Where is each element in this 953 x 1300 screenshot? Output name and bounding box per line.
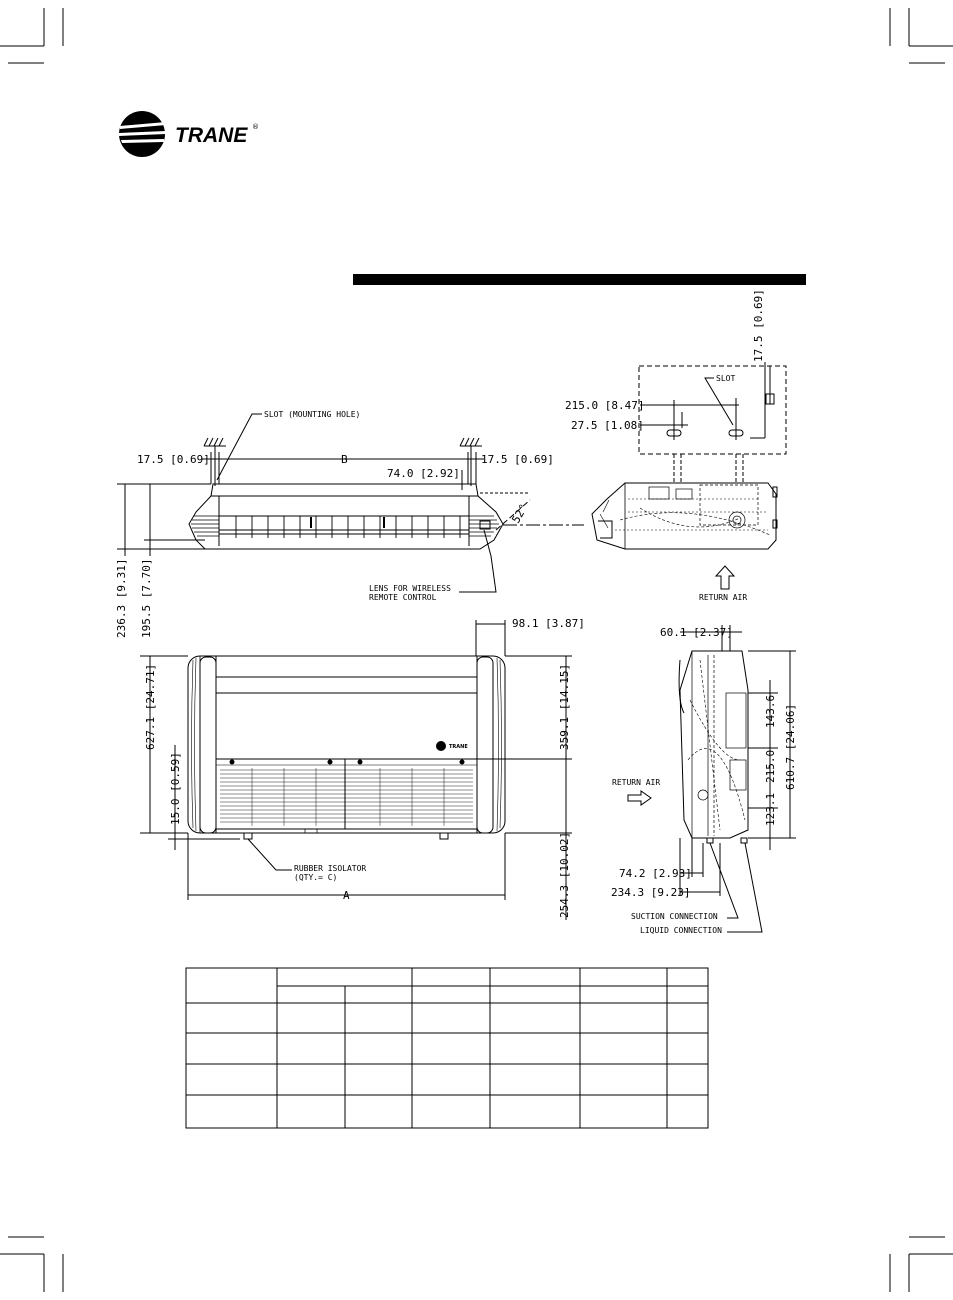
dim-15: 15.0 [0.59] — [169, 752, 182, 825]
plan-view — [140, 617, 585, 920]
dim-234: 234.3 [9.23] — [611, 886, 691, 899]
dim-98: 98.1 [3.87] — [512, 617, 585, 630]
dim-a: A — [343, 889, 350, 902]
return-air-top: RETURN AIR — [699, 593, 748, 602]
height-total: 236.3 [9.31] — [115, 558, 128, 638]
brand-mark: ® — [252, 123, 259, 131]
dim-254: 254.3 [10.02] — [558, 831, 571, 918]
dim-left: 17.5 [0.69] — [137, 453, 210, 466]
dim-27: 27.5 [1.08] — [571, 419, 644, 432]
dim-right: 17.5 [0.69] — [481, 453, 554, 466]
brand-name: TRANE — [175, 124, 248, 147]
spec-table — [186, 968, 708, 1128]
dim-215-top: 215.0 [8.47] — [565, 399, 645, 412]
dim-123: 123.1 — [764, 792, 777, 826]
dim-b: B — [341, 453, 348, 466]
rubber-label-2: (QTY.= C) — [294, 873, 338, 882]
side-view-top — [565, 289, 786, 602]
dim-610: 610.7 [24.06] — [784, 703, 797, 790]
liquid-label: LIQUID CONNECTION — [640, 926, 722, 935]
dim-60: 60.1 [2.37] — [660, 626, 733, 639]
title-bar — [353, 274, 806, 285]
height-body: 195.5 [7.70] — [140, 558, 153, 638]
dim-74: 74.0 [2.92] — [387, 467, 460, 480]
slot-label-side: SLOT — [716, 374, 736, 383]
dim-vertical: 17.5 [0.69] — [752, 289, 765, 362]
lens-label-2: REMOTE CONTROL — [369, 593, 437, 602]
dim-215-side: 215.0 — [764, 749, 777, 783]
trane-logo — [119, 111, 259, 157]
slot-label: SLOT (MOUNTING HOLE) — [264, 410, 361, 419]
plan-badge: TRANE — [449, 744, 468, 750]
lens-label-1: LENS FOR WIRELESS — [369, 584, 451, 593]
dim-627: 627.1 [24.71] — [144, 663, 157, 750]
dim-359: 359.1 [14.15] — [558, 663, 571, 750]
rubber-label-1: RUBBER ISOLATOR — [294, 864, 367, 873]
return-air-side: RETURN AIR — [612, 778, 661, 787]
front-view — [115, 410, 584, 638]
angle-label: 52° — [509, 501, 531, 526]
suction-label: SUCTION CONNECTION — [631, 912, 718, 921]
side-view-bottom — [611, 625, 797, 935]
dim-74-side: 74.2 [2.93] — [619, 867, 692, 880]
dim-143: 143.6 — [764, 694, 777, 728]
